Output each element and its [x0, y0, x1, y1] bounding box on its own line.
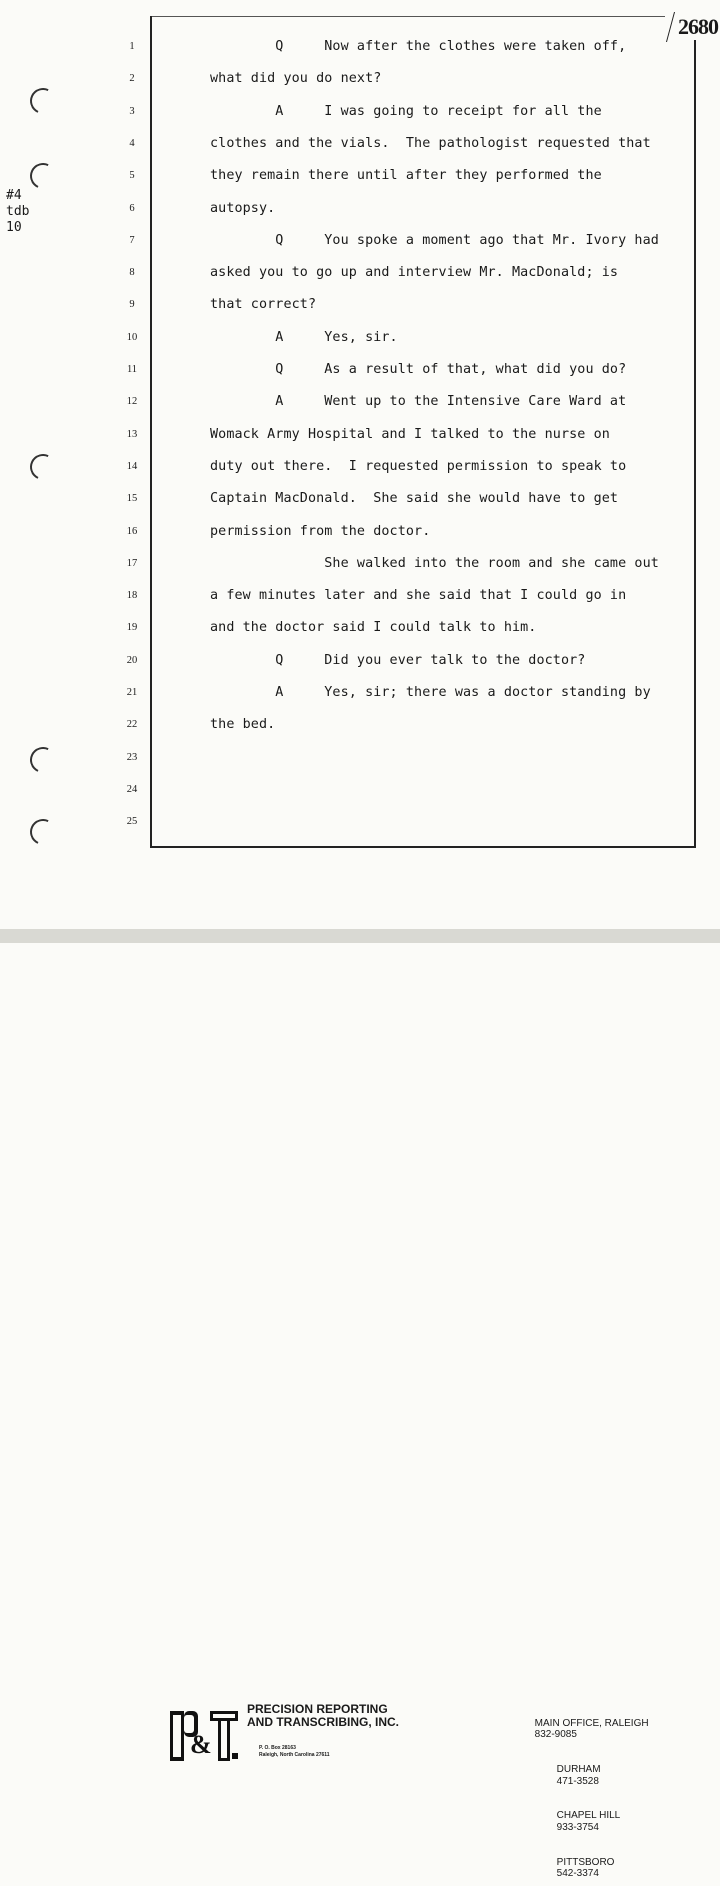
office-city: MAIN OFFICE, RALEIGH [534, 1717, 649, 1729]
office-city: CHAPEL HILL [556, 1810, 621, 1822]
line-number: 16 [126, 526, 138, 537]
transcript-line: permission from the doctor. [210, 524, 431, 539]
transcript-line: a few minutes later and she said that I could go in [210, 588, 627, 603]
line-number: 20 [126, 655, 138, 666]
firm-address [259, 1745, 330, 1759]
line-number: 3 [129, 106, 135, 117]
office-city: PITTSBORO [556, 1856, 615, 1868]
line-number: 9 [129, 299, 135, 310]
line-number: 11 [126, 364, 138, 375]
address-line: Raleigh, North Carolina 27611 [259, 1752, 330, 1758]
line-number: 1 [129, 41, 135, 52]
line-number: 21 [126, 687, 138, 698]
line-number: 25 [126, 816, 138, 827]
line-number: 22 [126, 719, 138, 730]
line-number: 23 [126, 752, 138, 763]
transcript-line: asked you to go up and interview Mr. MacDonald; is [210, 265, 619, 280]
frame-bottom-rule [150, 846, 696, 848]
line-number: 10 [126, 332, 138, 343]
office-city: DURHAM [556, 1763, 601, 1775]
transcript-line: Q As a result of that, what did you do? [210, 362, 627, 377]
line-number: 2 [129, 73, 135, 84]
transcript-line: the bed. [210, 717, 276, 732]
transcript-line: Captain MacDonald. She said she would have to get [210, 491, 619, 506]
transcript-line: and the doctor said I could talk to him. [210, 620, 537, 635]
binder-hole-icon [26, 84, 59, 117]
line-number: 4 [129, 138, 135, 149]
transcript-line: duty out there. I requested permission to speak to [210, 459, 627, 474]
svg-text:&: & [190, 1730, 212, 1759]
office-phone: 933-3754 [556, 1821, 599, 1833]
line-number: 7 [129, 235, 135, 246]
line-number: 24 [126, 784, 138, 795]
office-row [518, 1845, 649, 1886]
address-line: P. O. Box 28163 [259, 1745, 296, 1751]
firm-name [247, 1703, 399, 1729]
transcript-line: A I was going to receipt for all the [210, 104, 602, 119]
office-phone: 542-3374 [556, 1868, 599, 1880]
page-number: 2680 [674, 14, 718, 40]
line-number: 17 [126, 558, 138, 569]
margin-note: tdb [6, 204, 30, 219]
line-number: 14 [126, 461, 138, 472]
binder-hole-icon [26, 743, 59, 776]
line-number: 12 [126, 396, 138, 407]
line-number: 8 [129, 267, 135, 278]
transcript-line: clothes and the vials. The pathologist requested that [210, 136, 651, 151]
office-phone: 832-9085 [534, 1729, 577, 1741]
firm-name-line: AND TRANSCRIBING, INC. [247, 1715, 399, 1729]
office-row [518, 1752, 649, 1798]
transcript-line: A Yes, sir. [210, 330, 398, 345]
scan-bottom-edge [0, 929, 720, 943]
line-number: 18 [126, 590, 138, 601]
line-number: 15 [126, 493, 138, 504]
office-list [518, 1706, 649, 1886]
line-number: 19 [126, 622, 138, 633]
transcript-line: that correct? [210, 297, 317, 312]
frame-left-rule [150, 16, 152, 848]
line-number: 5 [129, 170, 135, 181]
transcript-line: A Went up to the Intensive Care Ward at [210, 394, 627, 409]
binder-hole-icon [26, 815, 59, 848]
office-phone: 471-3528 [556, 1775, 599, 1787]
office-row [518, 1799, 649, 1845]
office-row [518, 1706, 649, 1752]
transcript-line: A Yes, sir; there was a doctor standing by [210, 685, 651, 700]
margin-note: 10 [6, 220, 22, 235]
transcript-line: She walked into the room and she came out [210, 556, 659, 571]
transcript-line: Q Now after the clothes were taken off, [210, 39, 627, 54]
line-number: 6 [129, 203, 135, 214]
line-number: 13 [126, 429, 138, 440]
frame-right-rule [694, 18, 696, 848]
transcript-line: Q Did you ever talk to the doctor? [210, 653, 586, 668]
margin-notes [6, 188, 29, 236]
transcript-line: Q You spoke a moment ago that Mr. Ivory had [210, 233, 659, 248]
binder-hole-icon [26, 450, 59, 483]
transcript-line: autopsy. [210, 201, 276, 216]
transcript-line: they remain there until after they performed the [210, 168, 602, 183]
margin-note: #4 [6, 188, 22, 203]
transcript-line: what did you do next? [210, 71, 382, 86]
firm-name-line: PRECISION REPORTING [247, 1702, 388, 1716]
firm-logo-icon [168, 1707, 240, 1763]
binder-hole-icon [26, 159, 59, 192]
transcript-line: Womack Army Hospital and I talked to the nurse on [210, 427, 610, 442]
frame-top-rule [150, 16, 665, 17]
